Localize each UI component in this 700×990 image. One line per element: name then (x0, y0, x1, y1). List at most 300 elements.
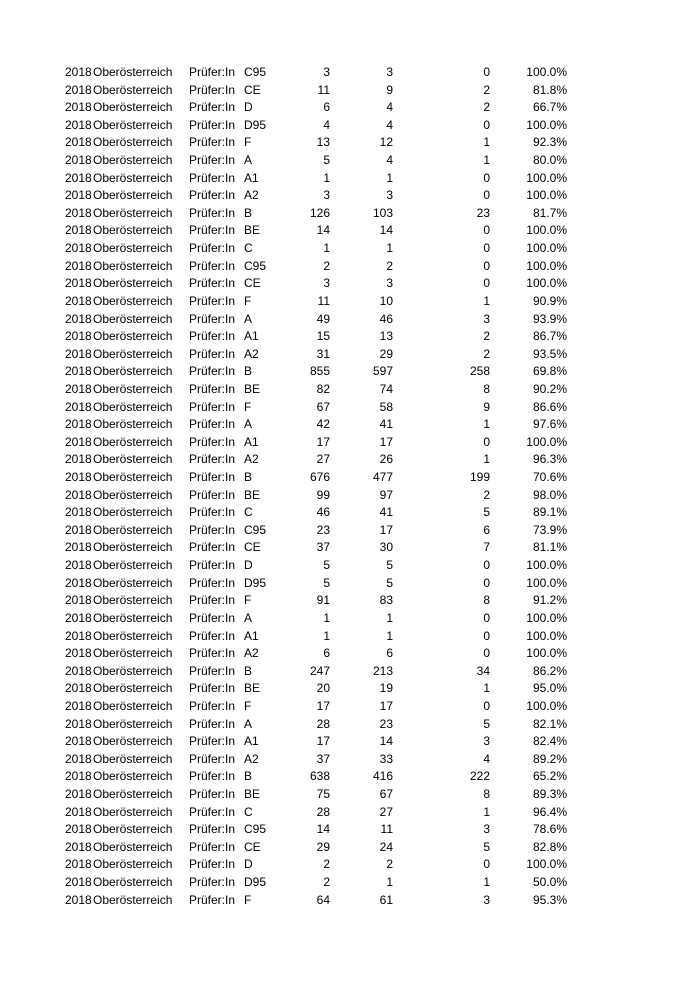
total-cell: 28 (316, 804, 330, 819)
role-cell: Prüfer:In (189, 628, 236, 643)
total-cell: 2 (323, 857, 330, 872)
passed-cell: 1 (386, 241, 393, 256)
region-cell: Oberösterreich (93, 399, 173, 414)
passed-cell: 11 (380, 822, 393, 837)
year-cell: 2018 (65, 153, 92, 168)
passed-cell: 97 (379, 487, 393, 502)
table-row (0, 399, 700, 417)
total-cell: 638 (309, 769, 330, 784)
failed-cell: 23 (476, 205, 490, 220)
year-cell: 2018 (65, 188, 92, 203)
year-cell: 2018 (65, 487, 92, 502)
pass-rate-cell: 100.0% (526, 258, 567, 273)
table-row (0, 187, 700, 205)
table-row (0, 628, 700, 646)
table-row (0, 751, 700, 769)
role-cell: Prüfer:In (189, 505, 236, 520)
passed-cell: 29 (379, 346, 393, 361)
total-cell: 1 (323, 628, 330, 643)
table-row (0, 892, 700, 910)
role-cell: Prüfer:In (189, 575, 236, 590)
region-cell: Oberösterreich (93, 381, 173, 396)
year-cell: 2018 (65, 417, 92, 432)
pass-rate-cell: 95.0% (532, 681, 567, 696)
table-row (0, 82, 700, 100)
table-row (0, 205, 700, 223)
year-cell: 2018 (65, 663, 92, 678)
pass-rate-cell: 100.0% (526, 558, 567, 573)
table-row (0, 768, 700, 786)
total-cell: 64 (316, 892, 330, 907)
license-class-cell: BE (244, 681, 261, 696)
failed-cell: 0 (483, 575, 490, 590)
region-cell: Oberösterreich (93, 82, 173, 97)
failed-cell: 0 (483, 170, 490, 185)
pass-rate-cell: 89.3% (532, 786, 567, 801)
role-cell: Prüfer:In (189, 346, 236, 361)
year-cell: 2018 (65, 804, 92, 819)
failed-cell: 5 (483, 839, 490, 854)
license-class-cell: CE (244, 839, 261, 854)
pass-rate-cell: 86.7% (532, 329, 567, 344)
passed-cell: 5 (386, 558, 393, 573)
role-cell: Prüfer:In (189, 241, 236, 256)
pass-rate-cell: 80.0% (532, 153, 567, 168)
year-cell: 2018 (65, 170, 92, 185)
table-row (0, 134, 700, 152)
failed-cell: 1 (483, 452, 490, 467)
pass-rate-cell: 82.8% (532, 839, 567, 854)
year-cell: 2018 (65, 205, 92, 220)
license-class-cell: A1 (244, 434, 259, 449)
license-class-cell: C (244, 804, 253, 819)
license-class-cell: D (244, 100, 253, 115)
table-row (0, 381, 700, 399)
passed-cell: 3 (386, 65, 393, 79)
total-cell: 2 (323, 875, 330, 890)
license-class-cell: C (244, 241, 253, 256)
pass-rate-cell: 100.0% (526, 117, 567, 132)
total-cell: 99 (316, 487, 330, 502)
role-cell: Prüfer:In (189, 839, 236, 854)
failed-cell: 2 (483, 346, 490, 361)
role-cell: Prüfer:In (189, 593, 236, 608)
failed-cell: 1 (483, 804, 490, 819)
passed-cell: 4 (386, 117, 393, 132)
region-cell: Oberösterreich (93, 135, 173, 150)
table-row (0, 698, 700, 716)
year-cell: 2018 (65, 751, 92, 766)
region-cell: Oberösterreich (93, 205, 173, 220)
passed-cell: 19 (379, 681, 393, 696)
table-row (0, 469, 700, 487)
license-class-cell: A2 (244, 188, 259, 203)
license-class-cell: F (244, 698, 252, 713)
table-row (0, 311, 700, 329)
region-cell: Oberösterreich (93, 804, 173, 819)
table-row (0, 839, 700, 857)
year-cell: 2018 (65, 892, 92, 907)
total-cell: 31 (316, 346, 330, 361)
region-cell: Oberösterreich (93, 769, 173, 784)
passed-cell: 1 (386, 628, 393, 643)
region-cell: Oberösterreich (93, 822, 173, 837)
pass-rate-cell: 96.3% (532, 452, 567, 467)
pass-rate-cell: 50.0% (532, 875, 567, 890)
pass-rate-cell: 100.0% (526, 610, 567, 625)
total-cell: 37 (316, 540, 330, 555)
total-cell: 27 (316, 452, 330, 467)
region-cell: Oberösterreich (93, 505, 173, 520)
total-cell: 82 (316, 381, 330, 396)
pass-rate-cell: 69.8% (532, 364, 567, 379)
region-cell: Oberösterreich (93, 117, 173, 132)
year-cell: 2018 (65, 82, 92, 97)
table-row (0, 557, 700, 575)
failed-cell: 222 (469, 769, 490, 784)
role-cell: Prüfer:In (189, 188, 236, 203)
total-cell: 37 (316, 751, 330, 766)
total-cell: 3 (323, 276, 330, 291)
table-row (0, 856, 700, 874)
table-row (0, 328, 700, 346)
role-cell: Prüfer:In (189, 769, 236, 784)
license-class-cell: B (244, 470, 253, 485)
role-cell: Prüfer:In (189, 135, 236, 150)
pass-rate-cell: 100.0% (526, 188, 567, 203)
region-cell: Oberösterreich (93, 311, 173, 326)
role-cell: Prüfer:In (189, 487, 236, 502)
region-cell: Oberösterreich (93, 470, 173, 485)
role-cell: Prüfer:In (189, 399, 236, 414)
passed-cell: 4 (386, 100, 393, 115)
failed-cell: 0 (483, 558, 490, 573)
failed-cell: 8 (483, 593, 490, 608)
pass-rate-cell: 82.1% (532, 716, 567, 731)
failed-cell: 0 (483, 241, 490, 256)
pass-rate-cell: 81.8% (532, 82, 567, 97)
failed-cell: 0 (483, 117, 490, 132)
role-cell: Prüfer:In (189, 875, 236, 890)
pass-rate-cell: 96.4% (532, 804, 567, 819)
total-cell: 13 (316, 135, 330, 150)
failed-cell: 4 (483, 751, 490, 766)
role-cell: Prüfer:In (189, 822, 236, 837)
region-cell: Oberösterreich (93, 522, 173, 537)
license-class-cell: F (244, 399, 252, 414)
total-cell: 855 (309, 364, 330, 379)
role-cell: Prüfer:In (189, 293, 236, 308)
year-cell: 2018 (65, 839, 92, 854)
role-cell: Prüfer:In (189, 311, 236, 326)
role-cell: Prüfer:In (189, 65, 236, 79)
year-cell: 2018 (65, 698, 92, 713)
role-cell: Prüfer:In (189, 610, 236, 625)
role-cell: Prüfer:In (189, 751, 236, 766)
failed-cell: 0 (483, 610, 490, 625)
passed-cell: 4 (386, 153, 393, 168)
pass-rate-cell: 89.1% (532, 505, 567, 520)
role-cell: Prüfer:In (189, 698, 236, 713)
passed-cell: 58 (379, 399, 393, 414)
region-cell: Oberösterreich (93, 417, 173, 432)
pass-rate-cell: 86.6% (532, 399, 567, 414)
role-cell: Prüfer:In (189, 100, 236, 115)
table-row (0, 363, 700, 381)
region-cell: Oberösterreich (93, 153, 173, 168)
pass-rate-cell: 98.0% (532, 487, 567, 502)
total-cell: 67 (316, 399, 330, 414)
pass-rate-cell: 81.1% (532, 540, 567, 555)
license-class-cell: D (244, 857, 253, 872)
pass-rate-cell: 100.0% (526, 241, 567, 256)
year-cell: 2018 (65, 786, 92, 801)
license-class-cell: A1 (244, 329, 259, 344)
pass-rate-cell: 90.2% (532, 381, 567, 396)
total-cell: 15 (316, 329, 330, 344)
passed-cell: 9 (386, 82, 393, 97)
passed-cell: 33 (379, 751, 393, 766)
passed-cell: 416 (372, 769, 393, 784)
pass-rate-cell: 100.0% (526, 223, 567, 238)
passed-cell: 1 (386, 170, 393, 185)
table-row (0, 804, 700, 822)
role-cell: Prüfer:In (189, 681, 236, 696)
total-cell: 29 (316, 839, 330, 854)
total-cell: 5 (323, 575, 330, 590)
passed-cell: 2 (386, 258, 393, 273)
pass-rate-cell: 100.0% (526, 65, 567, 79)
total-cell: 1 (323, 241, 330, 256)
failed-cell: 7 (483, 540, 490, 555)
year-cell: 2018 (65, 293, 92, 308)
pass-rate-cell: 93.5% (532, 346, 567, 361)
pass-rate-cell: 73.9% (532, 522, 567, 537)
failed-cell: 5 (483, 505, 490, 520)
total-cell: 5 (323, 558, 330, 573)
table-row (0, 293, 700, 311)
region-cell: Oberösterreich (93, 646, 173, 661)
region-cell: Oberösterreich (93, 892, 173, 907)
license-class-cell: A (244, 610, 253, 625)
region-cell: Oberösterreich (93, 434, 173, 449)
passed-cell: 27 (379, 804, 393, 819)
total-cell: 676 (309, 470, 330, 485)
total-cell: 17 (316, 734, 330, 749)
license-class-cell: BE (244, 223, 261, 238)
passed-cell: 5 (386, 575, 393, 590)
license-class-cell: A (244, 716, 253, 731)
table-row (0, 451, 700, 469)
passed-cell: 74 (379, 381, 393, 396)
region-cell: Oberösterreich (93, 610, 173, 625)
year-cell: 2018 (65, 681, 92, 696)
region-cell: Oberösterreich (93, 100, 173, 115)
year-cell: 2018 (65, 716, 92, 731)
failed-cell: 3 (483, 822, 490, 837)
year-cell: 2018 (65, 522, 92, 537)
total-cell: 20 (316, 681, 330, 696)
table-row (0, 821, 700, 839)
table-row (0, 733, 700, 751)
passed-cell: 213 (372, 663, 393, 678)
role-cell: Prüfer:In (189, 522, 236, 537)
region-cell: Oberösterreich (93, 751, 173, 766)
role-cell: Prüfer:In (189, 470, 236, 485)
pass-rate-cell: 65.2% (532, 769, 567, 784)
failed-cell: 199 (469, 470, 490, 485)
failed-cell: 3 (483, 892, 490, 907)
role-cell: Prüfer:In (189, 223, 236, 238)
year-cell: 2018 (65, 769, 92, 784)
table-row (0, 152, 700, 170)
role-cell: Prüfer:In (189, 258, 236, 273)
passed-cell: 83 (379, 593, 393, 608)
region-cell: Oberösterreich (93, 452, 173, 467)
year-cell: 2018 (65, 875, 92, 890)
license-class-cell: B (244, 663, 253, 678)
failed-cell: 258 (469, 364, 490, 379)
failed-cell: 1 (483, 681, 490, 696)
failed-cell: 1 (483, 135, 490, 150)
pass-rate-cell: 95.3% (532, 892, 567, 907)
total-cell: 46 (316, 505, 330, 520)
license-class-cell: A1 (244, 628, 259, 643)
table-row (0, 522, 700, 540)
license-class-cell: C95 (244, 65, 267, 79)
license-class-cell: B (244, 364, 253, 379)
data-table (0, 64, 700, 909)
role-cell: Prüfer:In (189, 82, 236, 97)
total-cell: 42 (316, 417, 330, 432)
year-cell: 2018 (65, 346, 92, 361)
total-cell: 49 (316, 311, 330, 326)
region-cell: Oberösterreich (93, 293, 173, 308)
region-cell: Oberösterreich (93, 786, 173, 801)
license-class-cell: C (244, 505, 253, 520)
region-cell: Oberösterreich (93, 857, 173, 872)
region-cell: Oberösterreich (93, 698, 173, 713)
passed-cell: 1 (386, 610, 393, 625)
year-cell: 2018 (65, 381, 92, 396)
passed-cell: 24 (379, 839, 393, 854)
year-cell: 2018 (65, 470, 92, 485)
failed-cell: 0 (483, 857, 490, 872)
failed-cell: 1 (483, 875, 490, 890)
pass-rate-cell: 70.6% (532, 470, 567, 485)
table-row (0, 539, 700, 557)
passed-cell: 3 (386, 188, 393, 203)
failed-cell: 8 (483, 786, 490, 801)
failed-cell: 3 (483, 311, 490, 326)
table-row (0, 716, 700, 734)
year-cell: 2018 (65, 857, 92, 872)
region-cell: Oberösterreich (93, 628, 173, 643)
table-row (0, 258, 700, 276)
role-cell: Prüfer:In (189, 540, 236, 555)
role-cell: Prüfer:In (189, 276, 236, 291)
failed-cell: 0 (483, 276, 490, 291)
license-class-cell: A1 (244, 170, 259, 185)
region-cell: Oberösterreich (93, 188, 173, 203)
pass-rate-cell: 66.7% (532, 100, 567, 115)
failed-cell: 1 (483, 293, 490, 308)
year-cell: 2018 (65, 734, 92, 749)
role-cell: Prüfer:In (189, 170, 236, 185)
role-cell: Prüfer:In (189, 153, 236, 168)
year-cell: 2018 (65, 593, 92, 608)
license-class-cell: BE (244, 381, 261, 396)
role-cell: Prüfer:In (189, 434, 236, 449)
license-class-cell: A2 (244, 346, 259, 361)
year-cell: 2018 (65, 646, 92, 661)
passed-cell: 26 (379, 452, 393, 467)
role-cell: Prüfer:In (189, 786, 236, 801)
total-cell: 2 (323, 258, 330, 273)
pass-rate-cell: 100.0% (526, 276, 567, 291)
pass-rate-cell: 97.6% (532, 417, 567, 432)
year-cell: 2018 (65, 65, 92, 79)
failed-cell: 0 (483, 434, 490, 449)
passed-cell: 13 (379, 329, 393, 344)
total-cell: 1 (323, 610, 330, 625)
table-row (0, 64, 700, 82)
table-row (0, 663, 700, 681)
passed-cell: 12 (379, 135, 393, 150)
failed-cell: 6 (483, 522, 490, 537)
license-class-cell: BE (244, 786, 261, 801)
total-cell: 5 (323, 153, 330, 168)
pass-rate-cell: 100.0% (526, 434, 567, 449)
failed-cell: 0 (483, 258, 490, 273)
passed-cell: 17 (379, 522, 393, 537)
pass-rate-cell: 81.7% (532, 205, 567, 220)
pass-rate-cell: 100.0% (526, 575, 567, 590)
passed-cell: 597 (372, 364, 393, 379)
year-cell: 2018 (65, 135, 92, 150)
license-class-cell: B (244, 205, 253, 220)
role-cell: Prüfer:In (189, 663, 236, 678)
role-cell: Prüfer:In (189, 716, 236, 731)
pass-rate-cell: 82.4% (532, 734, 567, 749)
passed-cell: 2 (386, 857, 393, 872)
total-cell: 6 (323, 100, 330, 115)
total-cell: 14 (316, 822, 330, 837)
year-cell: 2018 (65, 117, 92, 132)
pass-rate-cell: 100.0% (526, 857, 567, 872)
year-cell: 2018 (65, 223, 92, 238)
license-class-cell: B (244, 769, 253, 784)
role-cell: Prüfer:In (189, 892, 236, 907)
table-row (0, 680, 700, 698)
passed-cell: 61 (379, 892, 393, 907)
pass-rate-cell: 78.6% (532, 822, 567, 837)
passed-cell: 17 (379, 434, 393, 449)
table-row (0, 610, 700, 628)
year-cell: 2018 (65, 399, 92, 414)
total-cell: 23 (316, 522, 330, 537)
license-class-cell: C95 (244, 258, 267, 273)
total-cell: 6 (323, 646, 330, 661)
total-cell: 14 (316, 223, 330, 238)
license-class-cell: A (244, 153, 253, 168)
table-row (0, 874, 700, 892)
license-class-cell: CE (244, 540, 261, 555)
table-row (0, 222, 700, 240)
role-cell: Prüfer:In (189, 804, 236, 819)
table-row (0, 645, 700, 663)
passed-cell: 46 (379, 311, 393, 326)
